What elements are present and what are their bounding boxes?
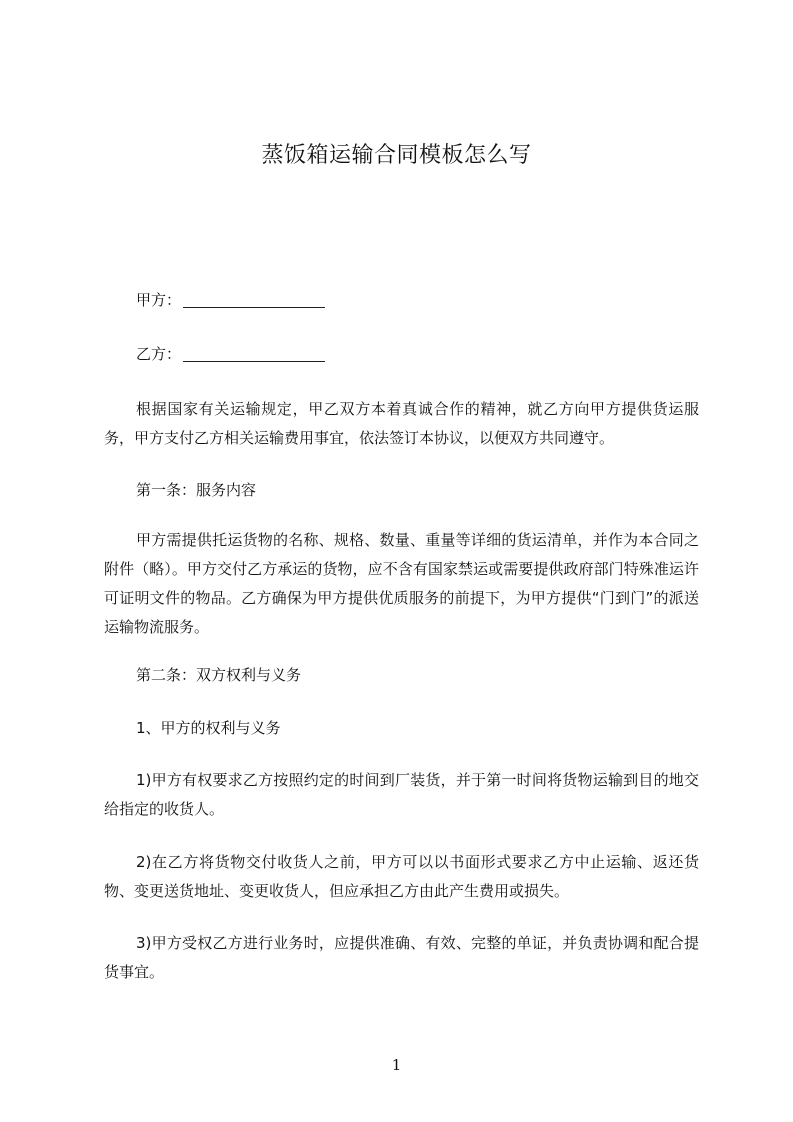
party-b-field [136,344,325,364]
party-a-field [136,290,325,310]
page-number: 1 [391,1056,402,1074]
item-2-paragraph: 2)在乙方将货物交付收货人之前，甲方可以以书面形式要求乙方中止运输、返还货物、变更送货地址、变更收货人，但应承担乙方由此产生费用或损失。 [104,853,699,900]
party-a-blank-line [183,306,325,308]
item-3-paragraph: 3)甲方受权乙方进行业务时，应提供准确、有效、完整的单证，并负责协调和配合提货事宜。 [104,934,699,981]
article-1-heading: 第一条：服务内容 [136,481,257,499]
document-title: 蒸饭箱运输合同模板怎么写 [261,143,532,168]
section-1-heading: 1、甲方的权利与义务 [136,719,281,737]
article-2-heading: 第二条：双方权利与义务 [136,666,302,684]
intro-paragraph: 根据国家有关运输规定，甲乙双方本着真诚合作的精神，就乙方向甲方提供货运服务，甲方支付乙方相关运输费用事宜，依法签订本协议，以便双方共同遵守。 [104,400,699,447]
item-1-paragraph: 1)甲方有权要求乙方按照约定的时间到厂装货，并于第一时间将货物运输到目的地交给指定的收货人。 [104,771,699,818]
party-b-blank-line [183,360,325,362]
article-1-body: 甲方需提供托运货物的名称、规格、数量、重量等详细的货运清单，并作为本合同之附件（略）。甲方交付乙方承运的货物，应不含有国家禁运或需要提供政府部门特殊准运许可证明文件的物品。乙方确保为甲方提供优质服务的前提下，为甲方提供“门到门”的派送运输物流服务。 [104,531,699,636]
party-b-label: 乙方： [136,345,182,363]
party-a-label: 甲方： [136,291,182,309]
